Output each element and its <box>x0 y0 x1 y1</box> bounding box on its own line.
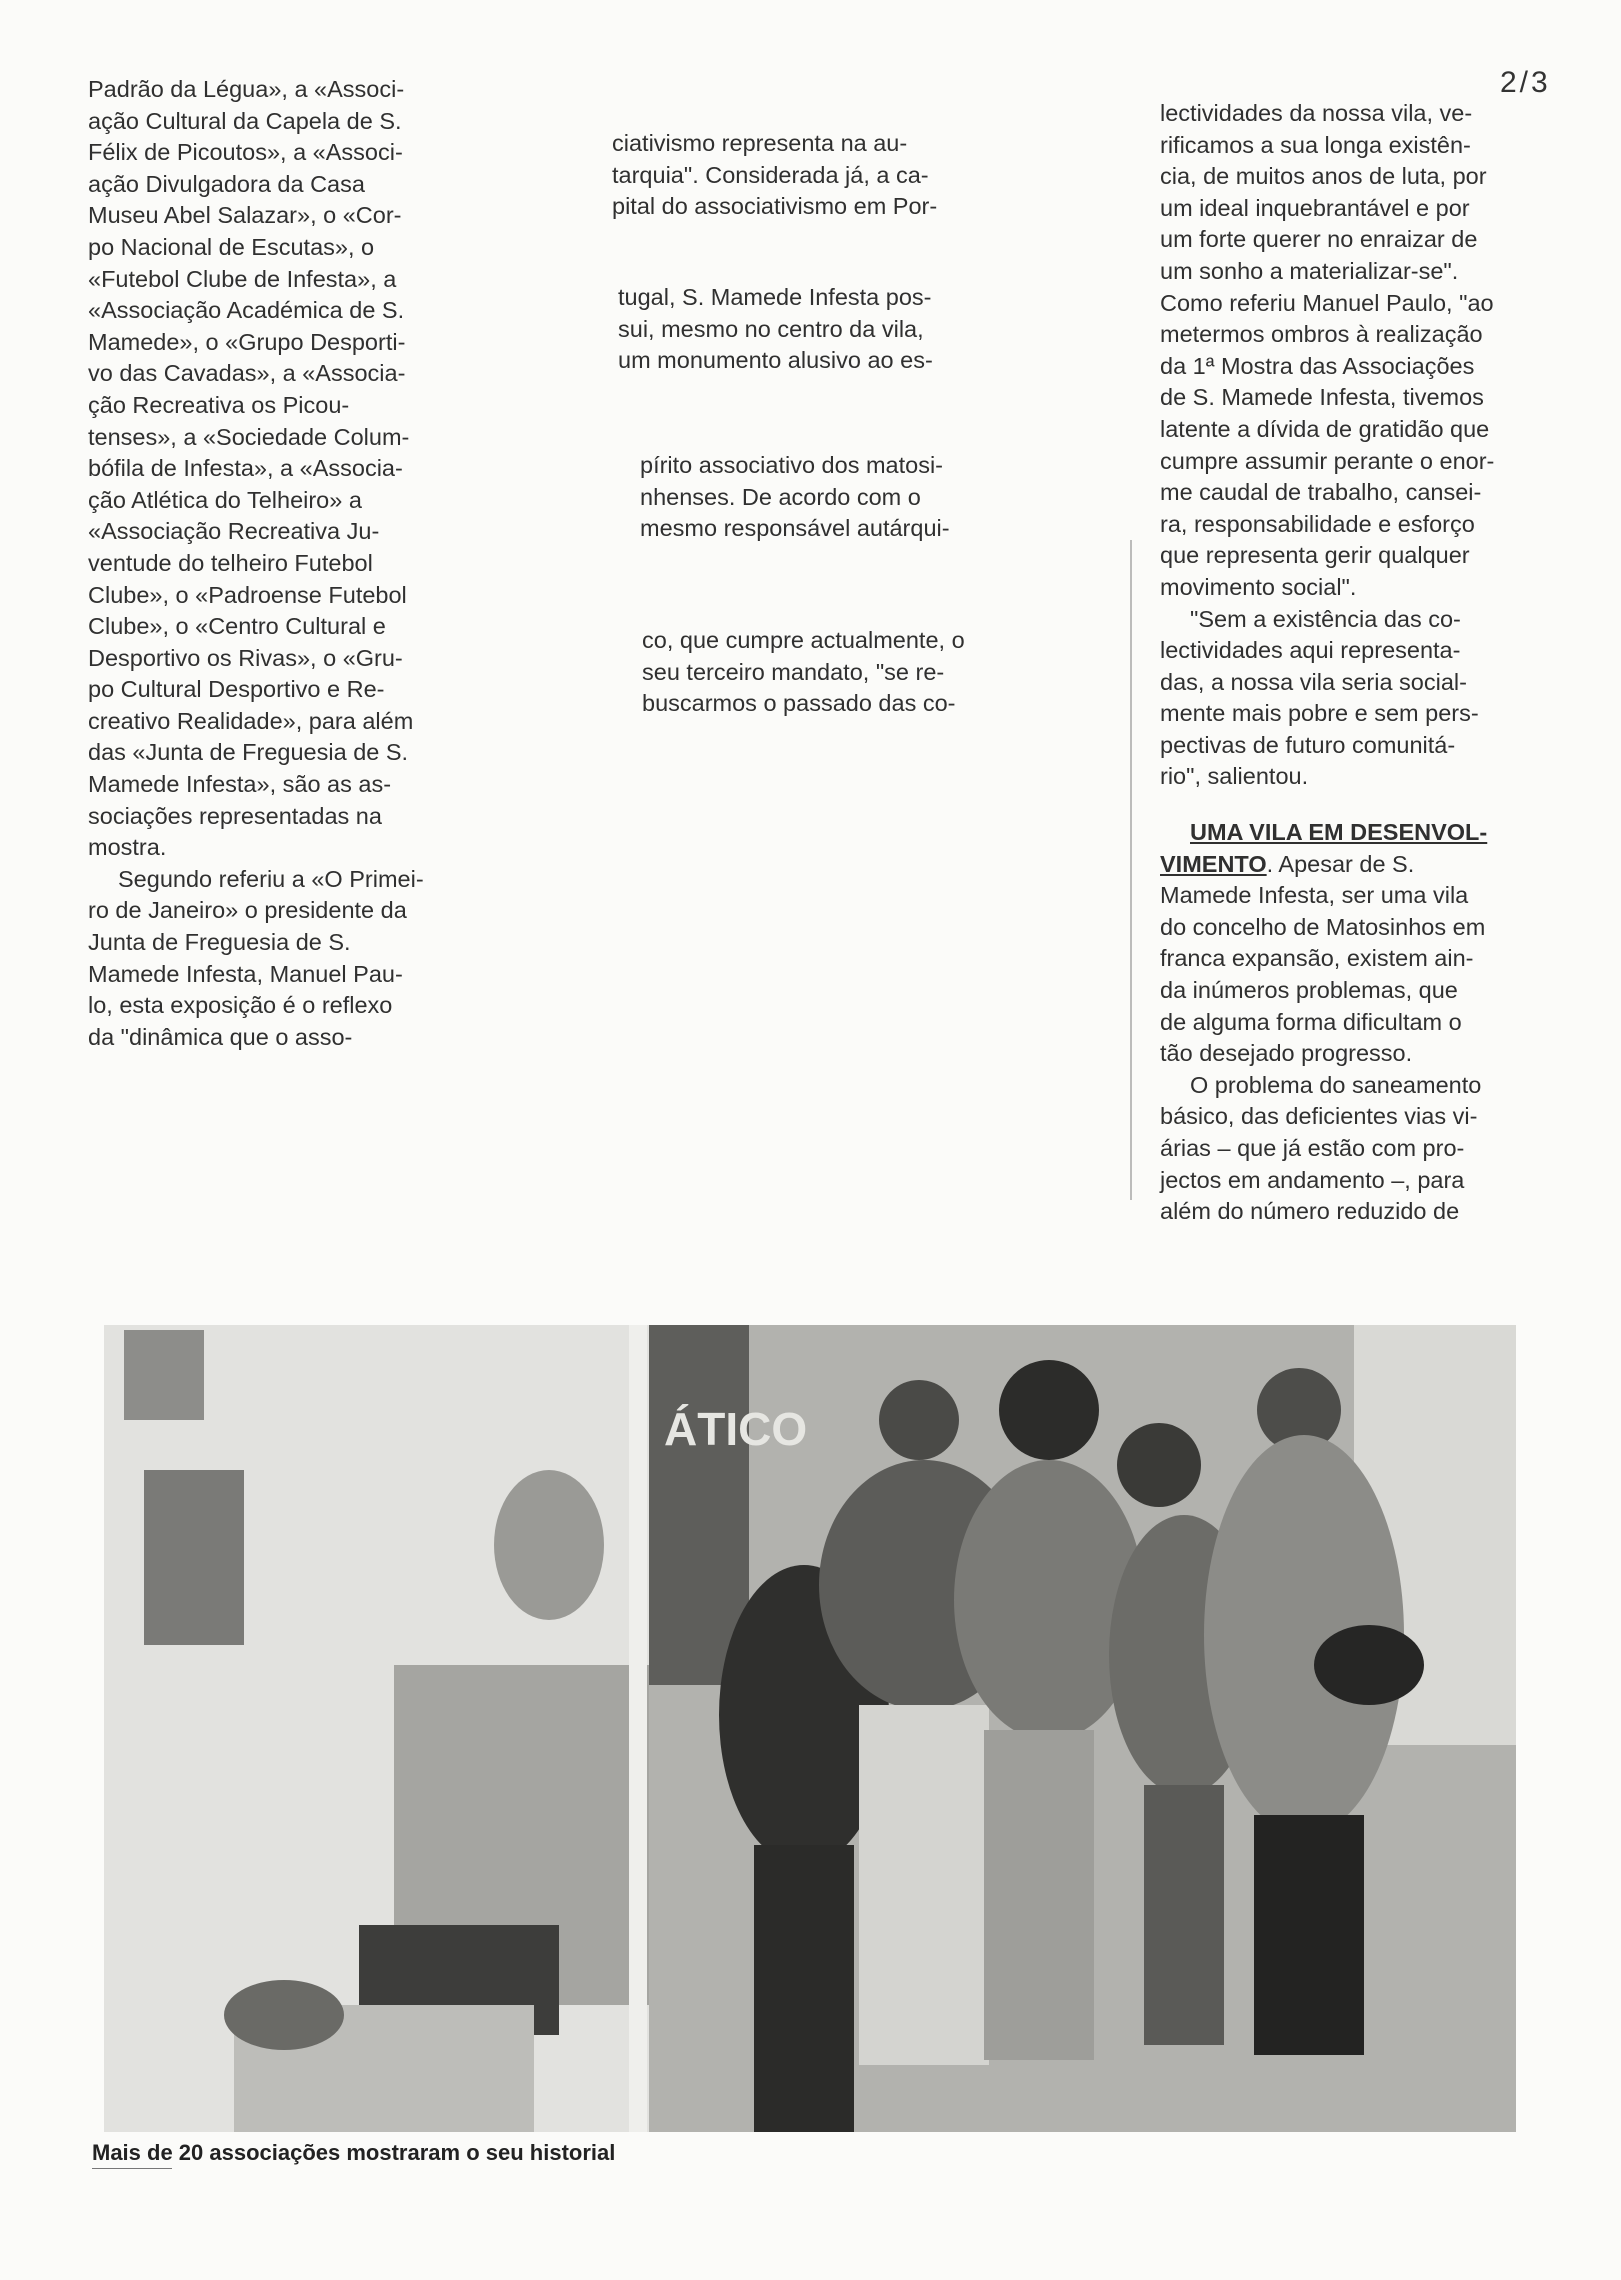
text-line: básico, das deficientes vias vi- <box>1160 1103 1478 1130</box>
text-line: tão desejado progresso. <box>1160 1040 1413 1067</box>
subhead-line-1: UMA VILA EM DESENVOL- <box>1190 819 1488 846</box>
text-line: franca expansão, existem ain- <box>1160 945 1474 972</box>
text-line: tugal, S. Mamede Infesta pos- <box>618 284 932 310</box>
subhead-line-2: VIMENTO <box>1160 850 1267 877</box>
text-line: me caudal de trabalho, cansei- <box>1160 479 1482 506</box>
text-line: de alguma forma dificultam o <box>1160 1008 1462 1035</box>
column-3 <box>1160 98 1495 1228</box>
text-line: da "dinâmica que o asso- <box>88 1023 353 1050</box>
text-line: lectividades aqui representa- <box>1160 637 1461 664</box>
exhibition-photo <box>104 1325 1516 2132</box>
text-line: lectividades da nossa vila, ve- <box>1160 100 1473 126</box>
text-line: buscarmos o passado das co- <box>642 690 956 717</box>
text-line: latente a dívida de gratidão que <box>1160 415 1490 442</box>
text-line: ro de Janeiro» o presidente da <box>88 897 407 924</box>
plant <box>224 1980 344 2050</box>
text-line: cia, de muitos anos de luta, por <box>1160 163 1487 190</box>
text-line: nhenses. De acordo com o <box>640 483 921 510</box>
column-3-para-2 <box>1130 604 1490 794</box>
text-line: Mamede Infesta, ser uma vila <box>1160 882 1469 909</box>
text-line: ação Cultural da Capela de S. <box>88 107 402 134</box>
text-line: Clube», o «Centro Cultural e <box>88 613 386 640</box>
text-line: sui, mesmo no centro da vila, <box>618 315 924 342</box>
column-1 <box>88 74 424 1053</box>
text-line: das, a nossa vila seria social- <box>1160 668 1467 695</box>
column-2-block-a <box>612 128 938 223</box>
text-line: de S. Mamede Infesta, tivemos <box>1160 384 1484 411</box>
text-line: Mamede Infesta, Manuel Pau- <box>88 960 403 987</box>
text-line: tenses», a «Sociedade Colum- <box>88 423 410 450</box>
text-line: Félix de Picoutos», a «Associ- <box>88 139 403 166</box>
text-line: seu terceiro mandato, "se re- <box>642 658 945 685</box>
text-line: "Sem a existência das co- <box>1190 605 1461 632</box>
text-line: ciativismo representa na au- <box>612 130 908 156</box>
portrait-bearded <box>144 1470 244 1645</box>
text-line: Mamede Infesta», são as as- <box>88 771 392 798</box>
text-line: um ideal inquebrantável e por <box>1160 194 1470 221</box>
text-line: «Associação Recreativa Ju- <box>88 518 380 545</box>
column-2-block-d <box>642 625 965 720</box>
column-3-para-3 <box>1160 880 1490 1070</box>
caption-rule <box>92 2168 172 2169</box>
text-line: da inúmeros problemas, que <box>1160 977 1458 1004</box>
text-line: árias – que já estão com pro- <box>1160 1135 1465 1161</box>
text-line: movimento social". <box>1160 573 1357 600</box>
subhead <box>1160 817 1490 880</box>
column-2-block-b <box>618 282 933 377</box>
text-line: jectos em andamento –, para <box>1160 1166 1465 1193</box>
text-line: creativo Realidade», para além <box>88 707 414 734</box>
text-line: que representa gerir qualquer <box>1160 542 1470 569</box>
text-line: vo das Cavadas», a «Associa- <box>88 360 406 387</box>
text-line: Clube», o «Padroense Futebol <box>88 581 407 608</box>
text-line: das «Junta de Freguesia de S. <box>88 739 409 766</box>
text-line: do concelho de Matosinhos em <box>1160 913 1486 940</box>
text-line: além do número reduzido de <box>1160 1198 1460 1225</box>
text-line: rio", salientou. <box>1160 763 1309 790</box>
text-line: um forte querer no enraizar de <box>1160 226 1478 253</box>
text-line: tarquia". Considerada já, a ca- <box>612 161 929 188</box>
photo-caption: Mais de 20 associações mostraram o seu historial <box>92 2140 616 2165</box>
text-line: mostra. <box>88 834 167 861</box>
text-line: cumpre assumir perante o enor- <box>1160 447 1495 474</box>
text-line: ação Divulgadora da Casa <box>88 170 365 197</box>
text-line: ra, responsabilidade e esforço <box>1160 510 1475 537</box>
text-line: mente mais pobre e sem pers- <box>1160 700 1479 727</box>
subhead-rest: . Apesar de S. <box>1266 850 1415 877</box>
text-line: lo, esta exposição é o reflexo <box>88 992 393 1019</box>
text-line: «Futebol Clube de Infesta», a <box>88 265 397 292</box>
text-line: bófila de Infesta», a «Associa- <box>88 455 403 482</box>
text-line: «Associação Académica de S. <box>88 297 405 324</box>
text-line: sociações representadas na <box>88 802 382 829</box>
text-line: ventude do telheiro Futebol <box>88 549 373 576</box>
text-line: po Nacional de Escutas», o <box>88 233 375 260</box>
text-line: O problema do saneamento <box>1190 1071 1482 1098</box>
handbag <box>1314 1625 1424 1705</box>
text-line: pital do associativismo em Por- <box>612 193 938 220</box>
text-line: Segundo referiu a «O Primei- <box>118 865 424 892</box>
portrait-face <box>494 1470 604 1620</box>
text-line: pectivas de futuro comunitá- <box>1160 731 1456 758</box>
text-line: Mamede», o «Grupo Desporti- <box>88 328 406 355</box>
text-line: pírito associativo dos matosi- <box>640 452 944 478</box>
text-line: um sonho a materializar-se". <box>1160 257 1459 284</box>
text-line: co, que cumpre actualmente, o <box>642 627 965 653</box>
column-3-para-1 <box>1160 98 1495 604</box>
portrait-top <box>124 1330 204 1420</box>
text-line: Como referiu Manuel Paulo, "ao <box>1160 289 1494 316</box>
text-line: po Cultural Desportivo e Re- <box>88 676 385 703</box>
text-line: ção Atlética do Telheiro» a <box>88 486 362 513</box>
text-line: mesmo responsável autárqui- <box>640 515 950 542</box>
text-line: da 1ª Mostra das Associações <box>1160 352 1475 379</box>
text-line: Padrão da Légua», a «Associ- <box>88 76 405 102</box>
text-line: ção Recreativa os Picou- <box>88 391 350 418</box>
text-line: rificamos a sua longa existên- <box>1160 131 1471 158</box>
column-2-block-c <box>640 450 950 545</box>
text-line: metermos ombros à realização <box>1160 321 1483 348</box>
sign-text: ÁTICO <box>664 1403 808 1455</box>
page-number: 2/3 <box>1500 66 1551 99</box>
text-line: Museu Abel Salazar», o «Cor- <box>88 202 402 229</box>
column-3-para-4 <box>1160 1070 1490 1228</box>
text-line: Junta de Freguesia de S. <box>88 929 351 956</box>
text-line: Desportivo os Rivas», o «Gru- <box>88 644 403 671</box>
text-line: um monumento alusivo ao es- <box>618 347 933 374</box>
